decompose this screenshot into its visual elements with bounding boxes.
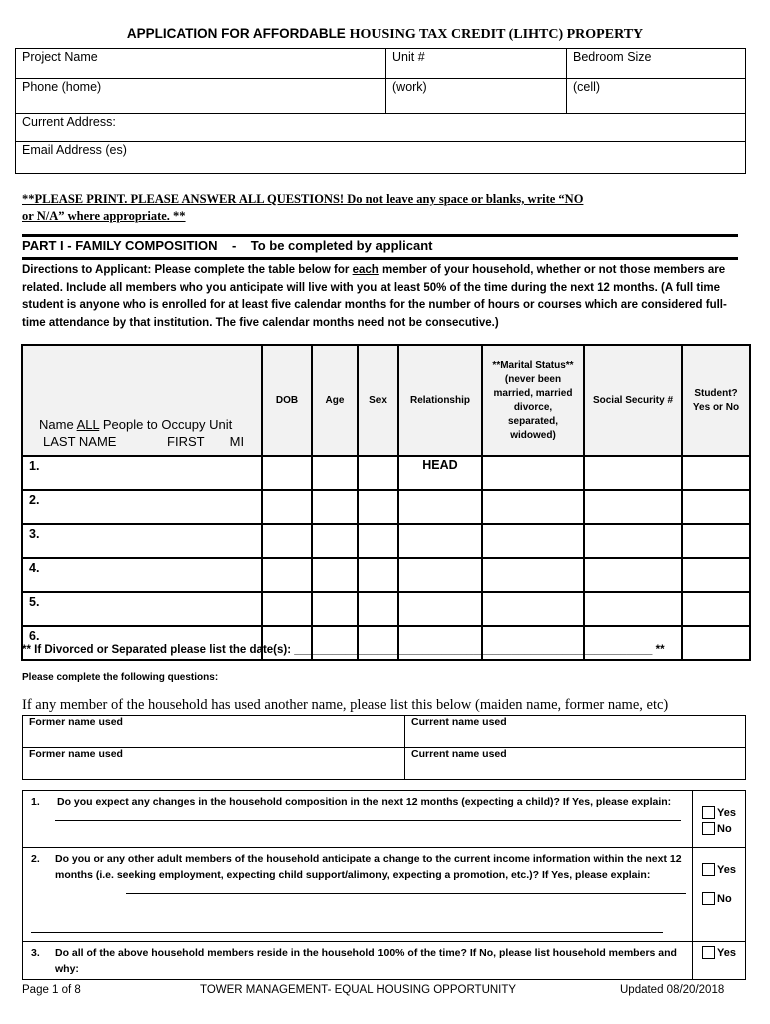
age-cell[interactable]	[312, 524, 358, 558]
age-cell[interactable]	[312, 558, 358, 592]
marital-status-cell[interactable]	[482, 558, 584, 592]
phone-work-label: (work)	[392, 80, 427, 94]
student-cell[interactable]	[682, 456, 750, 490]
student-cell[interactable]	[682, 490, 750, 524]
table-row	[22, 558, 750, 592]
question-row	[23, 791, 746, 848]
yes-label: Yes	[717, 806, 736, 819]
complete-questions-label: Please complete the following questions:	[22, 672, 219, 683]
dob-cell[interactable]	[262, 456, 312, 490]
question-number: 1.	[31, 796, 40, 808]
student-cell[interactable]	[682, 626, 750, 660]
age-cell[interactable]	[312, 456, 358, 490]
other-names-intro: If any member of the household has used another name, please list this below (maiden name, former name, etc)	[22, 697, 669, 713]
print-notice	[22, 191, 583, 225]
print-notice-line1: **PLEASE PRINT. PLEASE ANSWER ALL QUESTIONS! Do not leave any space or blanks, write “NO	[22, 192, 584, 206]
question-3[interactable]	[23, 942, 693, 980]
email-field[interactable]	[16, 142, 746, 174]
member-name-cell[interactable]: 2.	[22, 490, 262, 524]
no-checkbox[interactable]	[702, 822, 715, 835]
ssn-cell[interactable]	[584, 558, 682, 592]
directions-each: each	[352, 264, 379, 276]
sex-column-header: Sex	[358, 345, 398, 456]
relationship-cell[interactable]	[398, 524, 482, 558]
divorce-date-line[interactable]: ** If Divorced or Separated please list the date(s): ________________________________________________________ **	[22, 644, 665, 656]
answer-options	[693, 791, 746, 848]
other-names-table	[22, 715, 746, 780]
ssn-cell[interactable]	[584, 524, 682, 558]
dob-cell[interactable]	[262, 592, 312, 626]
current-name-field[interactable]: Current name used	[405, 716, 746, 748]
yes-label: Yes	[717, 946, 736, 959]
email-label: Email Address (es)	[22, 143, 127, 157]
no-label: No	[717, 892, 732, 905]
household-questions-table	[22, 790, 746, 980]
table-row	[22, 524, 750, 558]
print-notice-line2: or N/A” where appropriate. **	[22, 209, 186, 223]
member-name-cell[interactable]: 6.	[22, 626, 262, 660]
question-text: Do you or any other adult members of the household anticipate a change to the current income information within the next 12 months (i.e. seeking employment, expecting child support/alimony, expecting a promotion, etc.)? If Yes, please explain:	[55, 853, 682, 881]
project-name-field[interactable]	[16, 49, 386, 79]
student-column-header: Student? Yes or No	[682, 345, 750, 456]
table-row	[22, 490, 750, 524]
bedroom-size-label: Bedroom Size	[573, 50, 652, 64]
age-column-header: Age	[312, 345, 358, 456]
member-name-cell[interactable]: 3.	[22, 524, 262, 558]
phone-work-field[interactable]	[386, 79, 567, 114]
title-part1: APPLICATION FOR AFFORDABLE	[126, 26, 346, 41]
marital-status-cell[interactable]	[482, 456, 584, 490]
question-row	[23, 848, 746, 942]
sex-cell[interactable]	[358, 524, 398, 558]
yes-checkbox[interactable]	[702, 946, 715, 959]
phone-cell-label: (cell)	[573, 80, 601, 94]
name-subheader: LAST NAME FIRST MI	[43, 434, 245, 449]
dob-column-header: DOB	[262, 345, 312, 456]
yes-checkbox[interactable]	[702, 863, 715, 876]
question-row	[23, 942, 746, 980]
ssn-column-header: Social Security #	[584, 345, 682, 456]
name-header-pre: Name	[39, 417, 77, 432]
marital-status-cell[interactable]	[482, 524, 584, 558]
yes-label: Yes	[717, 863, 736, 876]
student-cell[interactable]	[682, 558, 750, 592]
part1-heading: PART I - FAMILY COMPOSITION - To be completed by applicant	[22, 238, 433, 253]
page-number: Page 1 of 8	[22, 984, 81, 996]
updated-date: Updated 08/20/2018	[620, 984, 725, 996]
footer-company: TOWER MANAGEMENT- EQUAL HOUSING OPPORTUNITY	[200, 984, 517, 996]
project-name-label: Project Name	[22, 50, 98, 64]
student-cell[interactable]	[682, 592, 750, 626]
directions-rest: member of your household, whether or not those members are related. Include all members who you anticipate will live with you at least 50% of the time during the next 12 months. (A full time student is anyone who is enrolled for at least five calendar months for the number of hours or courses which are considered full-time attendance by that institution. The five calendar months need not be consecutive.)	[22, 264, 727, 329]
table-row	[22, 592, 750, 626]
question-number: 2.	[31, 853, 40, 865]
question-1[interactable]	[23, 791, 693, 848]
title-part2: HOUSING TAX CREDIT (LIHTC) PROPERTY	[349, 27, 644, 42]
marital-status-column-header: **Marital Status** (never been married, married divorce, separated, widowed)	[482, 345, 584, 456]
current-name-field[interactable]: Current name used	[405, 748, 746, 780]
answer-line[interactable]	[31, 931, 663, 933]
student-cell[interactable]	[682, 524, 750, 558]
question-text: Do all of the above household members reside in the household 100% of the time? If No, please list household members and why:	[55, 947, 677, 975]
form-title	[0, 26, 770, 43]
no-option[interactable]	[702, 892, 744, 905]
ssn-cell[interactable]	[584, 592, 682, 626]
directions-text	[22, 262, 738, 332]
current-address-label: Current Address:	[22, 115, 116, 129]
family-composition-table	[21, 344, 751, 661]
no-option[interactable]	[702, 822, 744, 835]
former-name-field[interactable]: Former name used	[23, 748, 405, 780]
unit-field[interactable]	[386, 49, 567, 79]
yes-option[interactable]	[702, 946, 744, 959]
relationship-cell[interactable]	[398, 490, 482, 524]
ssn-cell[interactable]	[584, 490, 682, 524]
member-name-cell[interactable]: 5.	[22, 592, 262, 626]
dob-cell[interactable]	[262, 558, 312, 592]
yes-checkbox[interactable]	[702, 806, 715, 819]
sex-cell[interactable]	[358, 558, 398, 592]
dob-cell[interactable]	[262, 490, 312, 524]
former-name-field[interactable]: Former name used	[23, 716, 405, 748]
sex-cell[interactable]	[358, 592, 398, 626]
question-text: Do you expect any changes in the household composition in the next 12 months (expecting a child)? If Yes, please explain:	[57, 796, 672, 808]
no-checkbox[interactable]	[702, 892, 715, 905]
phone-home-field[interactable]	[16, 79, 386, 114]
age-cell[interactable]	[312, 490, 358, 524]
question-number: 3.	[31, 947, 40, 959]
marital-status-cell[interactable]	[482, 592, 584, 626]
ssn-cell[interactable]	[584, 456, 682, 490]
sex-cell[interactable]	[358, 456, 398, 490]
bedroom-size-field[interactable]	[567, 49, 746, 79]
question-2[interactable]	[23, 848, 693, 942]
relationship-column-header: Relationship	[398, 345, 482, 456]
current-address-field[interactable]	[16, 114, 746, 142]
answer-options	[693, 848, 746, 942]
no-label: No	[717, 822, 732, 835]
divider	[22, 234, 738, 237]
relationship-cell[interactable]: HEAD	[398, 456, 482, 490]
answer-line[interactable]	[55, 818, 681, 821]
age-cell[interactable]	[312, 592, 358, 626]
name-header-all: ALL	[76, 417, 100, 432]
relationship-cell[interactable]	[398, 558, 482, 592]
sex-cell[interactable]	[358, 490, 398, 524]
phone-cell-field[interactable]	[567, 79, 746, 114]
answer-line[interactable]	[126, 892, 686, 894]
answer-options	[693, 942, 746, 980]
applicant-info-table	[15, 48, 746, 174]
directions-lead: Directions to Applicant: Please complete the table below for	[22, 264, 353, 276]
name-column-header	[22, 345, 262, 456]
divider	[22, 257, 738, 260]
yes-option[interactable]	[702, 806, 744, 819]
member-name-cell[interactable]: 4.	[22, 558, 262, 592]
phone-home-label: Phone (home)	[22, 80, 102, 94]
table-row	[22, 456, 750, 490]
yes-option[interactable]	[702, 863, 744, 876]
marital-status-cell[interactable]	[482, 490, 584, 524]
name-header-post: People to Occupy Unit	[99, 417, 233, 432]
unit-label: Unit #	[392, 50, 425, 64]
relationship-cell[interactable]	[398, 592, 482, 626]
member-name-cell[interactable]: 1.	[22, 456, 262, 490]
dob-cell[interactable]	[262, 524, 312, 558]
